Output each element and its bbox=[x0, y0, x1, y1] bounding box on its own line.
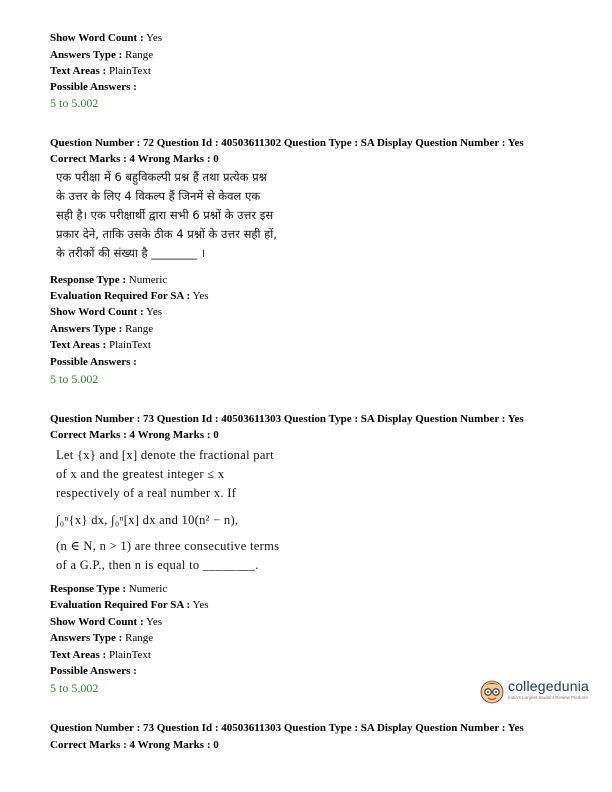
q72-question-text bbox=[56, 168, 304, 263]
logo-tagline: India's Largest Student Review Platform bbox=[508, 695, 588, 700]
field-label: Text Areas : bbox=[50, 65, 107, 77]
q73-question-text bbox=[56, 446, 304, 575]
response-type-row bbox=[50, 273, 167, 287]
show-word-count-row bbox=[50, 31, 162, 45]
field-value: Range bbox=[125, 323, 154, 335]
field-label: Show Word Count : bbox=[50, 32, 144, 44]
field-label: Answers Type : bbox=[50, 49, 123, 61]
graduate-mascot-icon bbox=[478, 675, 506, 705]
field-label: Evaluation Required For SA : bbox=[50, 290, 191, 302]
question-line: प्रकार देने, ताकि उसके ठीक 4 प्रश्नों के उत्तर सही हों, bbox=[56, 227, 277, 241]
question-line: (n ∈ N, n > 1) are three consecutive terms bbox=[56, 539, 280, 553]
field-label: Evaluation Required For SA : bbox=[50, 599, 191, 611]
question-line: के उत्तर के लिए 4 विकल्प हैं जिनमें से केवल एक bbox=[56, 189, 261, 203]
field-label: Answers Type : bbox=[50, 323, 123, 335]
field-value: Yes bbox=[192, 290, 209, 302]
field-value: Range bbox=[125, 49, 154, 61]
field-value: PlainText bbox=[108, 649, 151, 661]
q73-repeat-header: Question Number : 73 Question Id : 40503611303 Question Type : SA Display Question Number : Yes bbox=[50, 722, 524, 734]
field-value: Yes bbox=[145, 32, 162, 44]
answers-type-row bbox=[50, 48, 153, 62]
possible-answers-label: Possible Answers : bbox=[50, 665, 137, 677]
show-word-count-row bbox=[50, 305, 162, 319]
collegedunia-logo bbox=[478, 675, 608, 709]
field-value: Yes bbox=[145, 306, 162, 318]
q72-header: Question Number : 72 Question Id : 40503611302 Question Type : SA Display Question Number : Yes bbox=[50, 137, 524, 149]
possible-answers-label: Possible Answers : bbox=[50, 81, 137, 93]
text-areas-row bbox=[50, 338, 151, 352]
logo-brand: collegedunia bbox=[508, 678, 590, 694]
field-label: Show Word Count : bbox=[50, 616, 144, 628]
answers-type-row bbox=[50, 631, 153, 645]
field-label: Response Type : bbox=[50, 583, 126, 595]
q73-marks: Correct Marks : 4 Wrong Marks : 0 bbox=[50, 429, 219, 441]
question-line: Let {x} and [x] denote the fractional part bbox=[56, 448, 274, 462]
question-line: एक परीक्षा में 6 बहुविकल्पी प्रश्न हैं तथा प्रत्येक प्रश्न bbox=[56, 170, 267, 184]
answers-type-row bbox=[50, 322, 153, 336]
question-line: respectively of a real number x. If bbox=[56, 486, 237, 500]
question-line: के तरीकों की संख्या है ________ । bbox=[56, 246, 206, 260]
evaluation-row bbox=[50, 289, 209, 303]
q73-header: Question Number : 73 Question Id : 40503611303 Question Type : SA Display Question Number : Yes bbox=[50, 413, 524, 425]
show-word-count-row bbox=[50, 615, 162, 629]
field-value: PlainText bbox=[108, 339, 151, 351]
field-value: PlainText bbox=[108, 65, 151, 77]
possible-answers-value: 5 to 5.002 bbox=[50, 372, 99, 386]
field-label: Text Areas : bbox=[50, 649, 107, 661]
possible-answers-value: 5 to 5.002 bbox=[50, 681, 99, 695]
possible-answers-value: 5 to 5.002 bbox=[50, 96, 99, 110]
possible-answers-label: Possible Answers : bbox=[50, 356, 137, 368]
q72-marks: Correct Marks : 4 Wrong Marks : 0 bbox=[50, 153, 219, 165]
field-value: Yes bbox=[192, 599, 209, 611]
field-value: Numeric bbox=[128, 274, 168, 286]
text-areas-row bbox=[50, 648, 151, 662]
field-label: Show Word Count : bbox=[50, 306, 144, 318]
question-line: सही है। एक परीक्षार्थी द्वारा सभी 6 प्रश्नों के उत्तर इस bbox=[56, 208, 274, 222]
question-line: of a G.P., then n is equal to ________. bbox=[56, 558, 259, 572]
field-value: Range bbox=[125, 632, 154, 644]
text-areas-row bbox=[50, 64, 151, 78]
question-line: of x and the greatest integer ≤ x bbox=[56, 467, 225, 481]
evaluation-row bbox=[50, 598, 209, 612]
response-type-row bbox=[50, 582, 167, 596]
question-line: ∫₀ⁿ{x} dx, ∫₀ⁿ[x] dx and 10(n² − n), bbox=[56, 513, 239, 527]
field-label: Text Areas : bbox=[50, 339, 107, 351]
field-label: Response Type : bbox=[50, 274, 126, 286]
field-value: Numeric bbox=[128, 583, 168, 595]
field-value: Yes bbox=[145, 616, 162, 628]
q73-repeat-marks: Correct Marks : 4 Wrong Marks : 0 bbox=[50, 739, 219, 751]
field-label: Answers Type : bbox=[50, 632, 123, 644]
